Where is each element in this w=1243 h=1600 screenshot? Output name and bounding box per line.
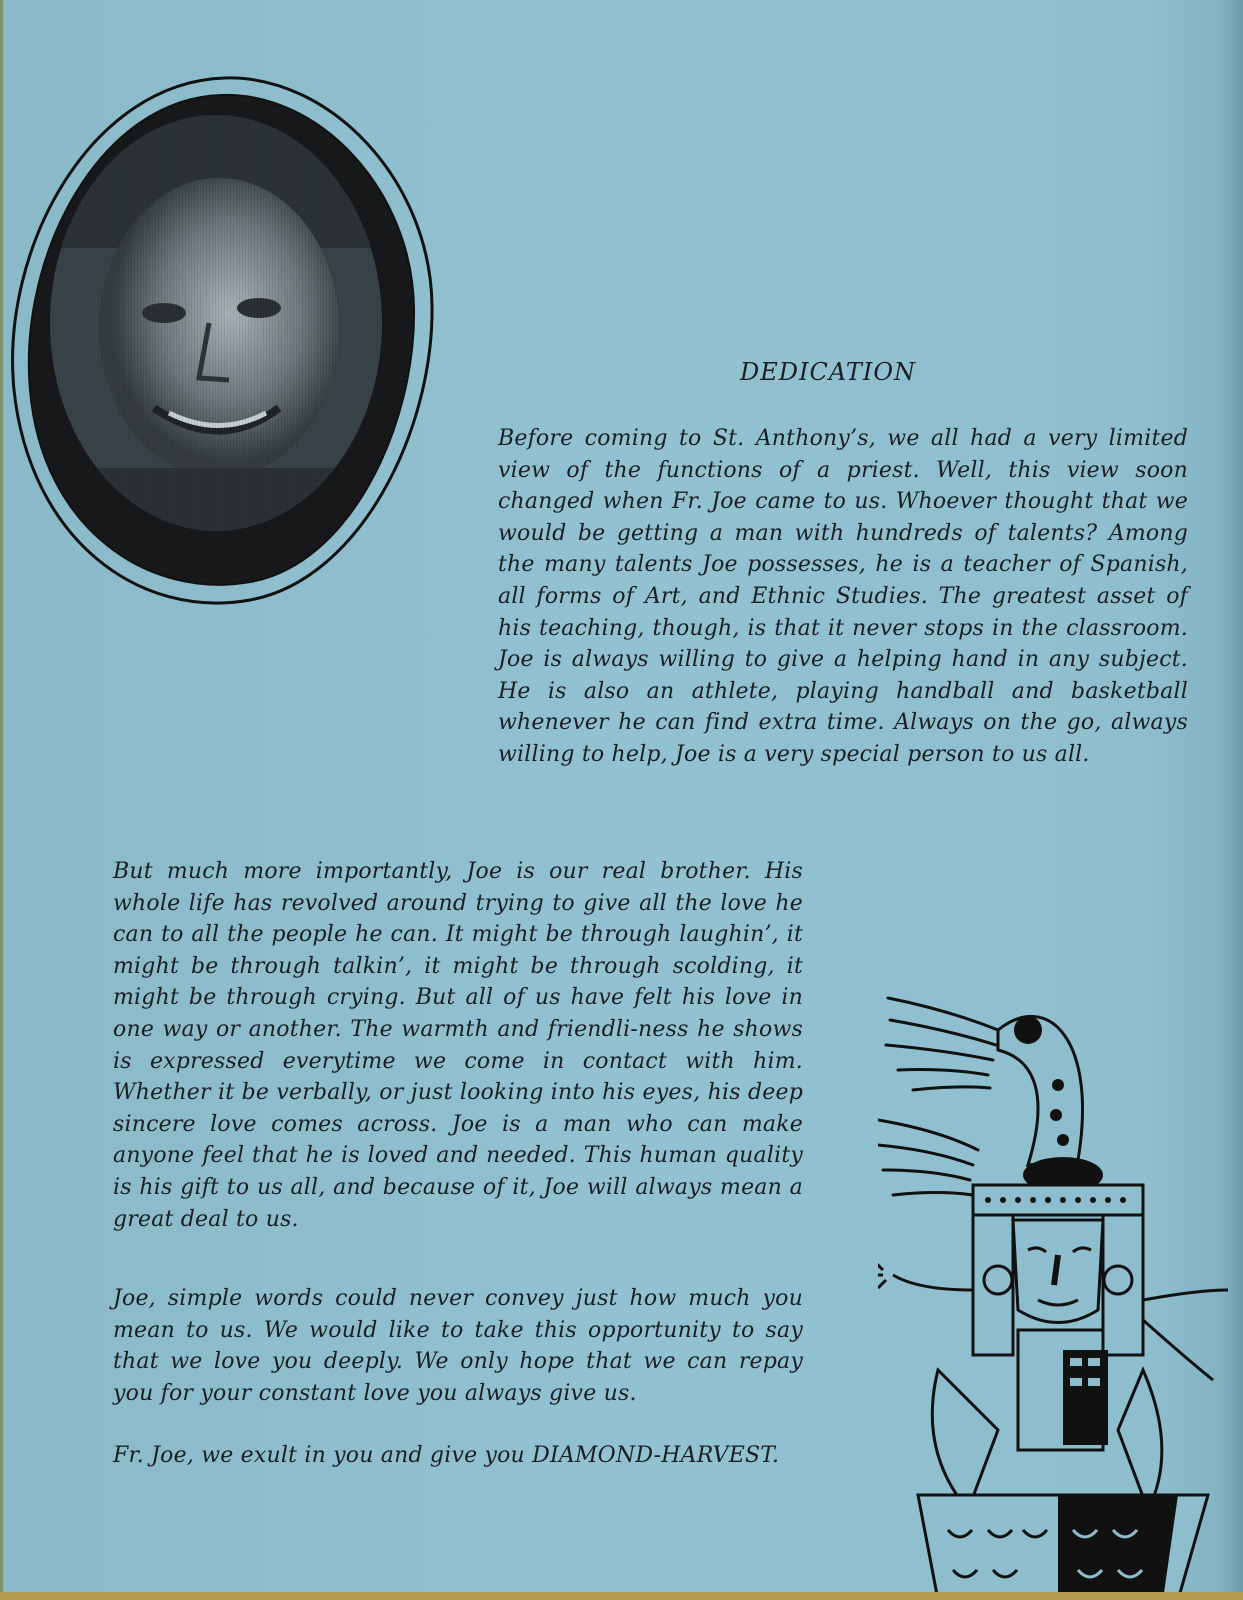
page-bottom-edge	[0, 1592, 1243, 1600]
page-title: DEDICATION	[740, 358, 917, 386]
dedication-paragraph-1: Before coming to St. Anthony’s, we all had a very limited view of the functions of a priest. Well, this view soon changed when Fr. Joe came to us. Whoever thought that we would be getting a man with hundreds of talents? Among the many talents Joe possesses, he is a teacher of Spanish, all forms of Art, and Ethnic Studies. The greatest asset of his teaching, though, is that it never stops in the classroom. Joe is always willing to give a helping hand in any subject. He is also an athlete, playing handball and basketball whenever he can find extra time. Always on the go, always willing to help, Joe is a very special person to us all.	[498, 426, 1188, 767]
aztec-figure-drawing	[878, 990, 1243, 1600]
page-right-edge	[1221, 0, 1243, 1600]
portrait-photo	[44, 108, 388, 538]
dedication-paragraph-2: But much more importantly, Joe is our real brother. His whole life has revolved around trying to give all the love he can to all the people he can. It might be through laughin’, it might be through talkin’, it might be through scolding, it might be through crying. But all of us have felt his love in one way or another. The warmth and friendli-ness he shows is expressed everytime we come in contact with him. Whether it be verbally, or just looking into his eyes, his deep sincere love comes across. Joe is a man who can make anyone feel that he is loved and needed. This human quality is his gift to us all, and because of it, Joe will always mean a great deal to us.	[113, 859, 803, 1232]
dedication-paragraph-4: Fr. Joe, we exult in you and give you DIAMOND-HARVEST.	[113, 1443, 780, 1468]
dedication-paragraph-3: Joe, simple words could never convey just how much you mean to us. We would like to take this opportunity to say that we love you deeply. We only hope that we can repay you for your constant love you always give us.	[113, 1286, 803, 1406]
